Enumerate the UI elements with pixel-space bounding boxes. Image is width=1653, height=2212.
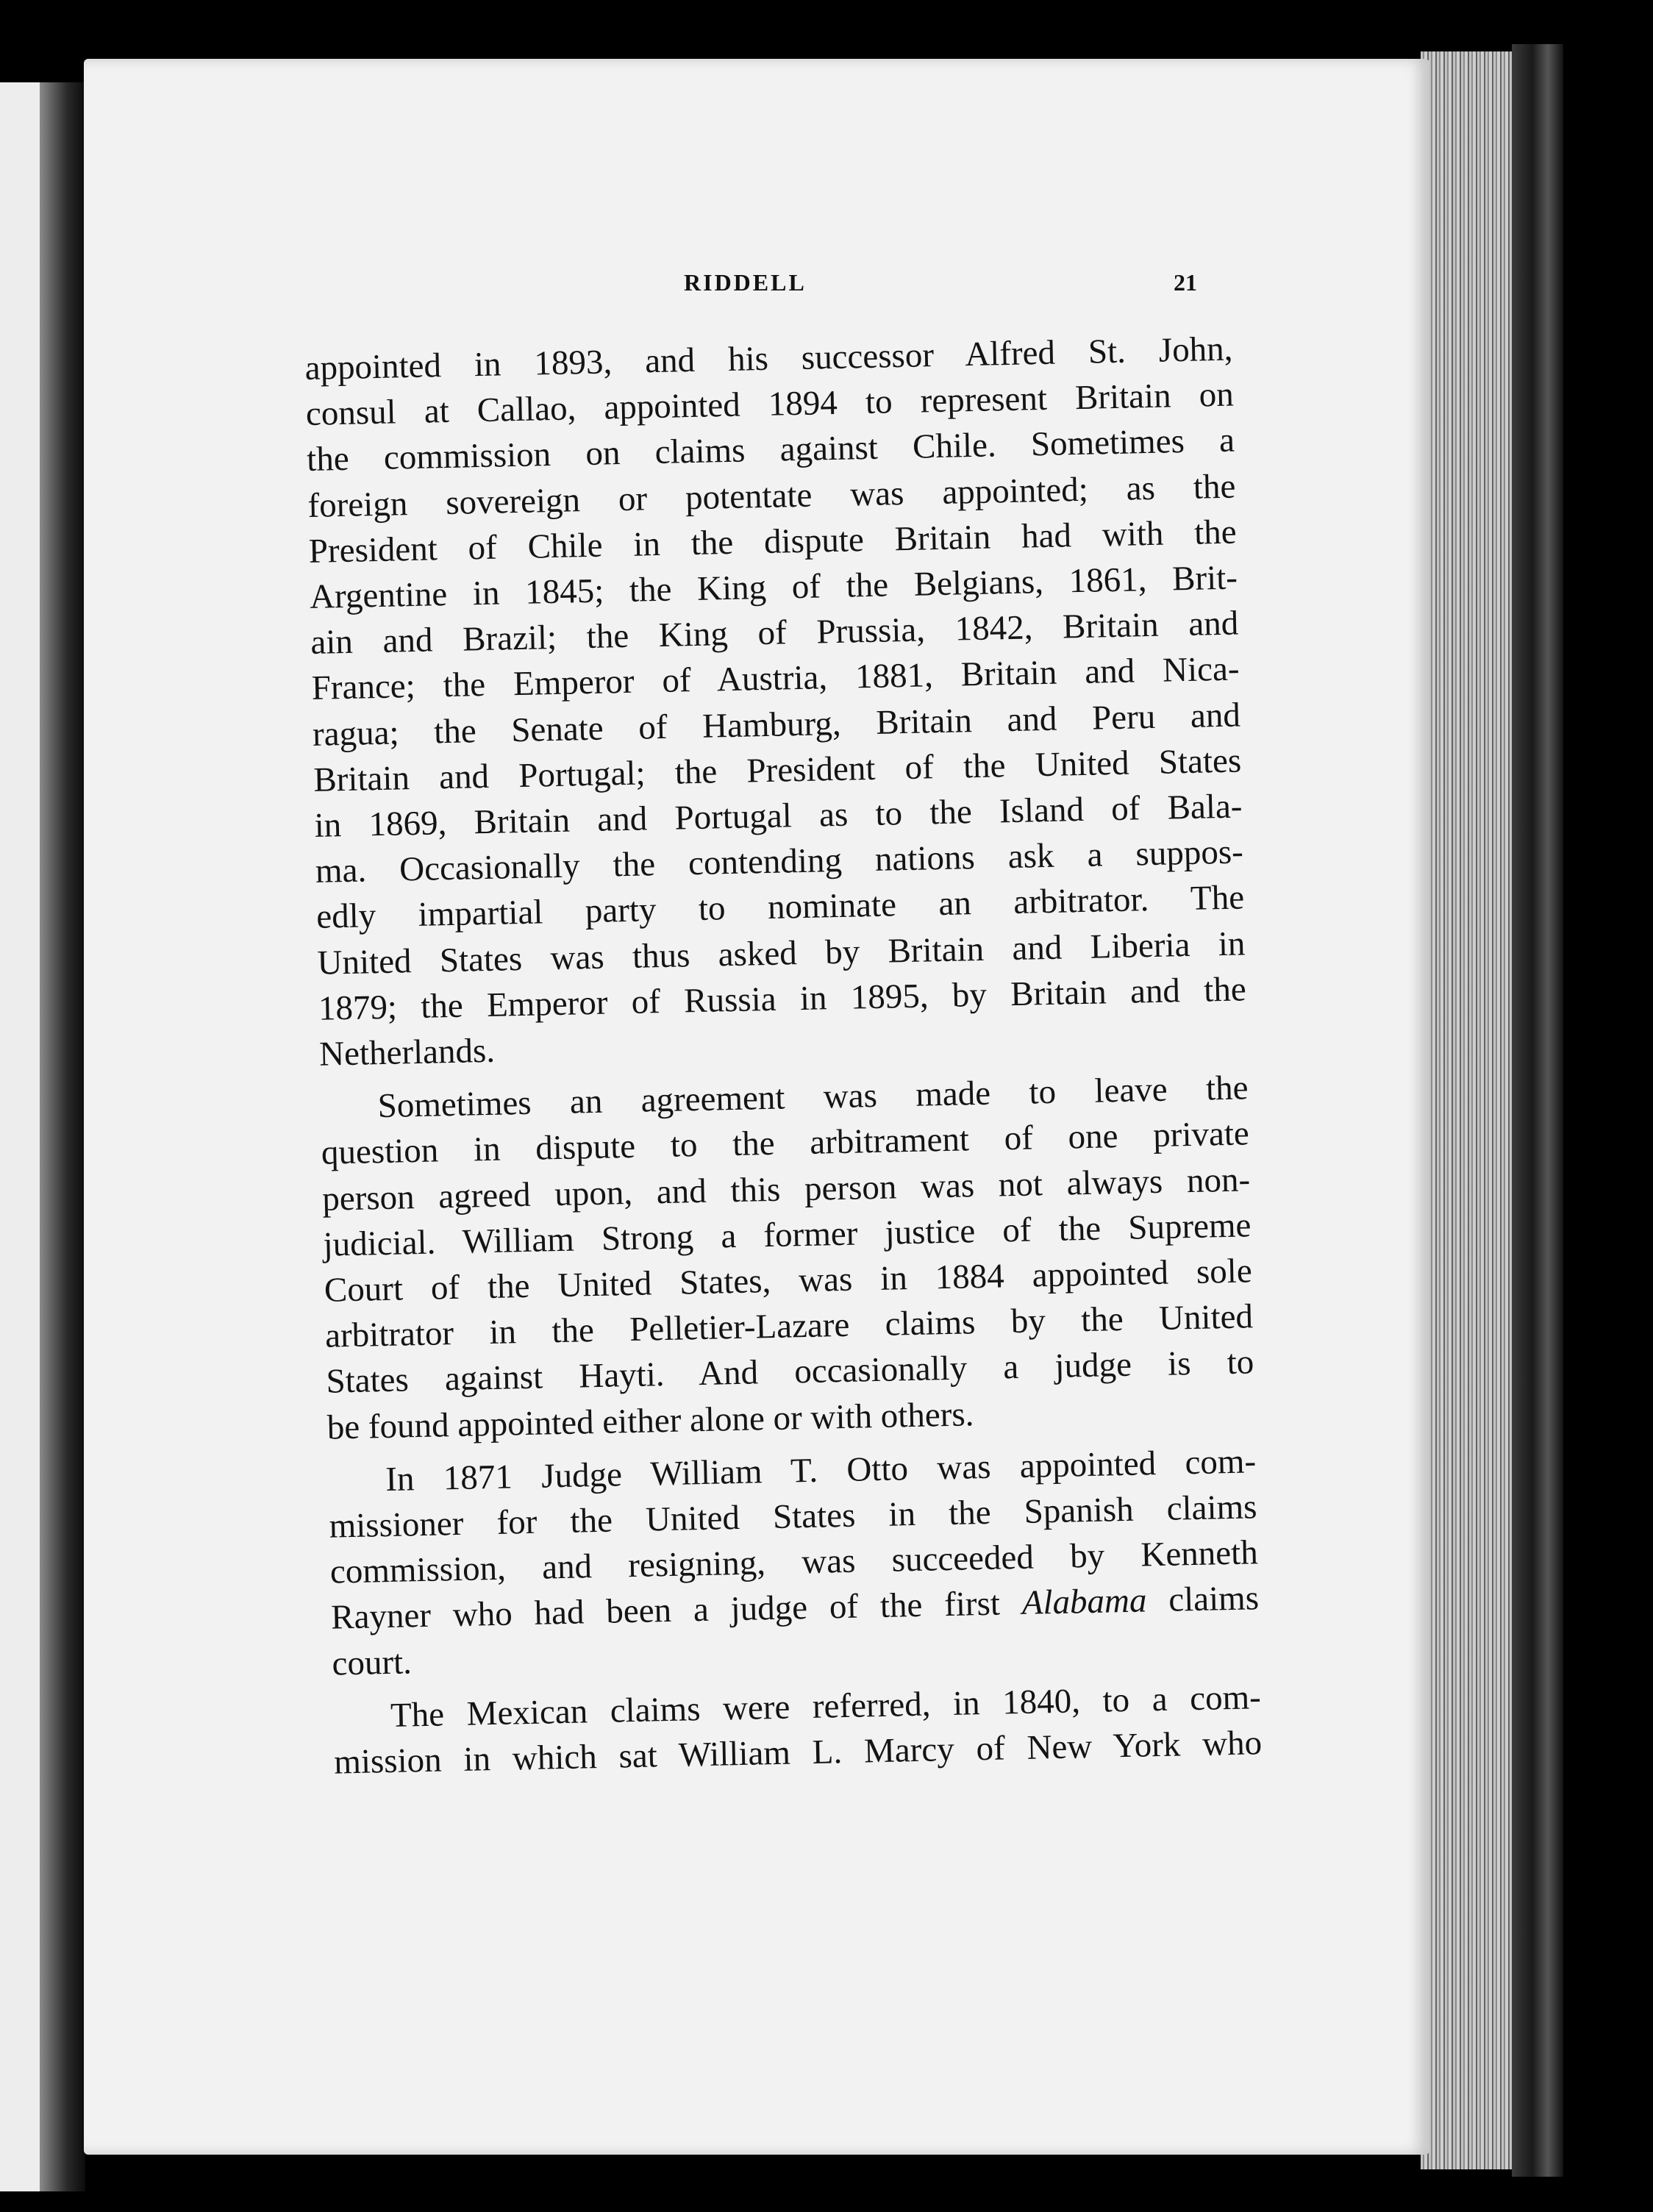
running-head-title: RIDDELL xyxy=(684,269,807,296)
book-cover-edge xyxy=(1512,44,1563,2177)
text-line: appointed in 1893, and his successor Alfred St. John, xyxy=(304,329,1233,388)
text-line: States against Hayti. And occasionally a judge is to xyxy=(325,1343,1254,1402)
text-line: missioner for the United States in the Spanish claims xyxy=(329,1488,1257,1546)
text-line: ain and Brazil; the King of Prussia, 1842, Britain and xyxy=(310,604,1239,663)
page-number: 21 xyxy=(1174,269,1197,296)
text-line: Netherlands. xyxy=(318,1031,496,1074)
text-line: arbitrator in the Pelletier-Lazare claims by the United xyxy=(324,1297,1254,1355)
running-head xyxy=(294,269,1221,302)
gutter-shadow xyxy=(40,82,85,2191)
text-segment: claims xyxy=(1146,1579,1260,1620)
text-line: Argentine in 1845; the King of the Belgians, 1861, Brit- xyxy=(309,558,1238,616)
text-line: Britain and Portugal; the President of the United States xyxy=(313,741,1242,799)
text-line: Court of the United States, was in 1884 appointed sole xyxy=(324,1252,1253,1310)
page-stack-edge xyxy=(1421,51,1512,2169)
body-text xyxy=(304,327,1263,1785)
text-line: Sometimes an agreement was made to leave the xyxy=(377,1068,1249,1126)
text-line: the commission on claims against Chile. Sometimes a xyxy=(306,421,1235,479)
text-line: in 1869, Britain and Portugal as to the Island of Bala- xyxy=(314,787,1243,845)
text-line: judicial. William Strong a former justice of the Supreme xyxy=(323,1206,1252,1264)
text-line: mission in which sat William L. Marcy of New York who xyxy=(333,1724,1263,1782)
italic-ship-name: Alabama xyxy=(1021,1581,1147,1623)
text-line: question in dispute to the arbitrament of one private xyxy=(321,1114,1250,1173)
text-line: In 1871 Judge William T. Otto was appointed com- xyxy=(385,1442,1257,1499)
text-line: 1879; the Emperor of Russia in 1895, by Britain and the xyxy=(318,970,1247,1028)
text-line: edly impartial party to nominate an arbitrator. The xyxy=(315,878,1245,937)
text-line: ma. Occasionally the contending nations ask a suppos- xyxy=(315,832,1244,891)
text-segment: Rayner who had been a judge of the first xyxy=(330,1584,1023,1638)
text-line: President of Chile in the dispute Britain had with the xyxy=(308,513,1238,571)
text-line: France; the Emperor of Austria, 1881, Britain and Nica- xyxy=(311,649,1240,708)
text-line: ragua; the Senate of Hamburg, Britain and Peru and xyxy=(312,696,1241,754)
text-line: consul at Callao, appointed 1894 to represent Britain on xyxy=(305,375,1235,434)
text-line: United States was thus asked by Britain and Liberia in xyxy=(317,924,1246,982)
text-line: The Mexican claims were referred, in 1840, to a com- xyxy=(390,1678,1262,1735)
text-line: foreign sovereign or potentate was appointed; as the xyxy=(307,467,1236,525)
text-line: court. xyxy=(331,1643,413,1683)
text-line: person agreed upon, and this person was not always non- xyxy=(321,1160,1251,1219)
text-line: be found appointed either alone or with others. xyxy=(326,1394,974,1447)
text-line: commission, and resigning, was succeeded by Kenneth xyxy=(329,1533,1259,1591)
